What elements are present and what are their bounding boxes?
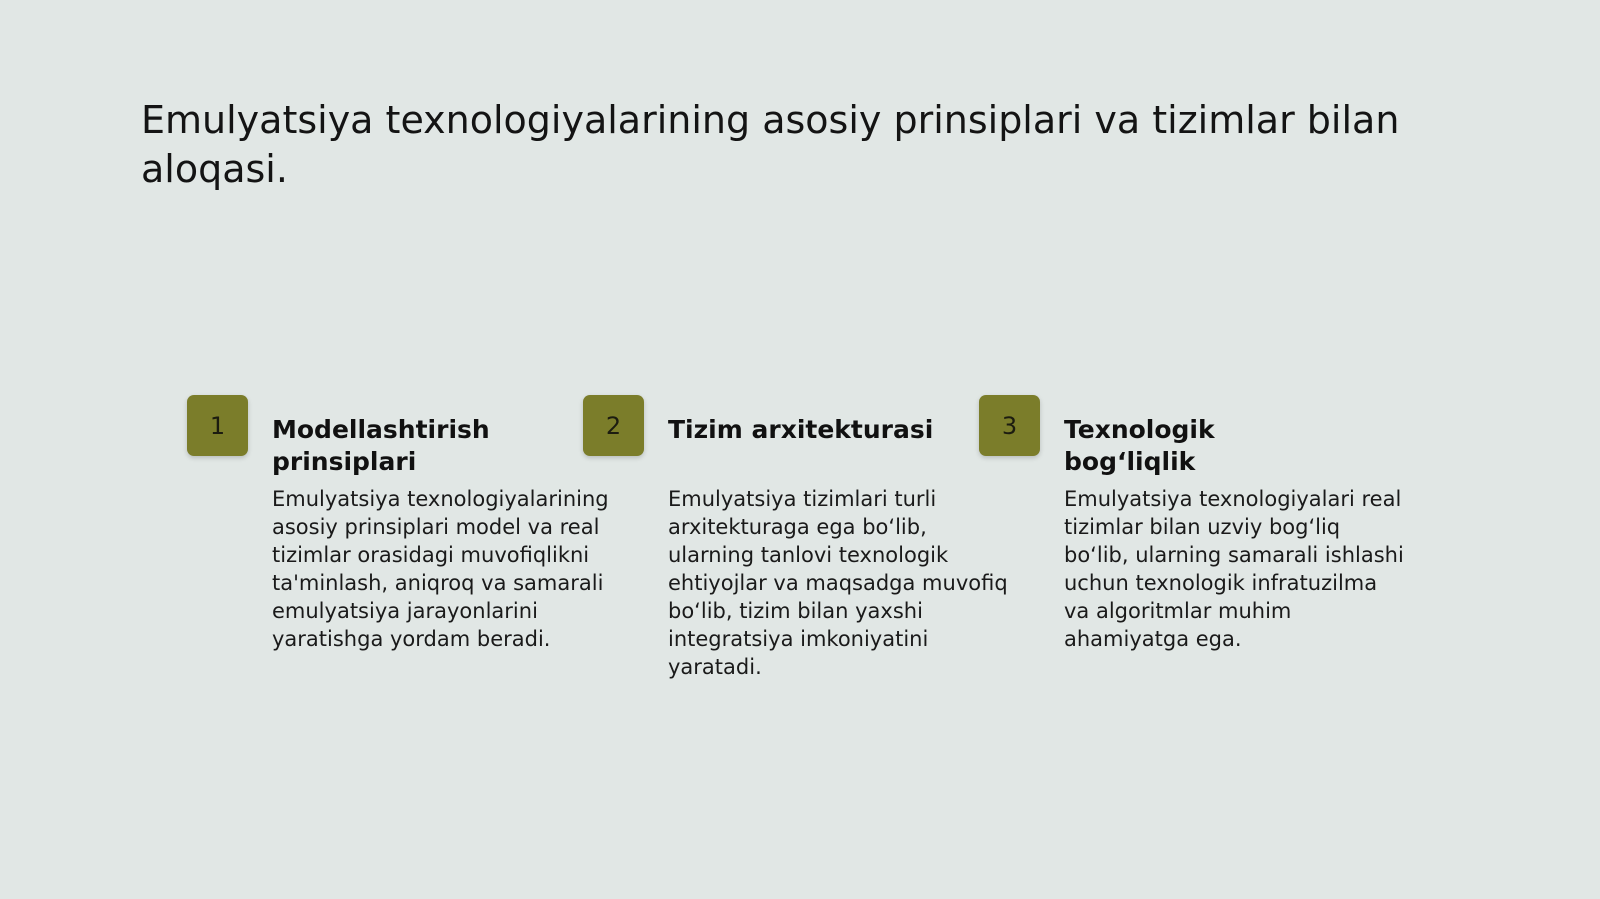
step-description: Emulyatsiya texnologiyalari real tizimlar bilan uzviy bog‘liq bo‘lib, ularning samarali ishlashi uchun texnologik infratuzilma va algoritmlar muhim ahamiyatga ega. bbox=[1064, 487, 1404, 651]
step-number-badge: 2 bbox=[583, 395, 644, 456]
step-heading: Texnologik bog‘liqlik bbox=[1064, 415, 1215, 476]
step-heading: Tizim arxitekturasi bbox=[668, 415, 934, 444]
step-description: Emulyatsiya tizimlari turli arxitekturaga ega bo‘lib, ularning tanlovi texnologik ehtiyojlar va maqsadga muvofiq bo‘lib, tizim bilan yaxshi integratsiya imkoniyatini yaratadi. bbox=[668, 487, 1008, 679]
step-number-badge: 3 bbox=[979, 395, 1040, 456]
slide-title: Emulyatsiya texnologiyalarining asosiy prinsiplari va tizimlar bilan aloqasi. bbox=[141, 98, 1400, 191]
step-heading: Modellashtirish prinsiplari bbox=[272, 415, 490, 476]
step-description: Emulyatsiya texnologiyalarining asosiy prinsiplari model va real tizimlar orasidagi muvofiqlikni ta'minlash, aniqroq va samarali emulyatsiya jarayonlarini yaratishga yordam beradi. bbox=[272, 487, 609, 651]
step-number-badge: 1 bbox=[187, 395, 248, 456]
